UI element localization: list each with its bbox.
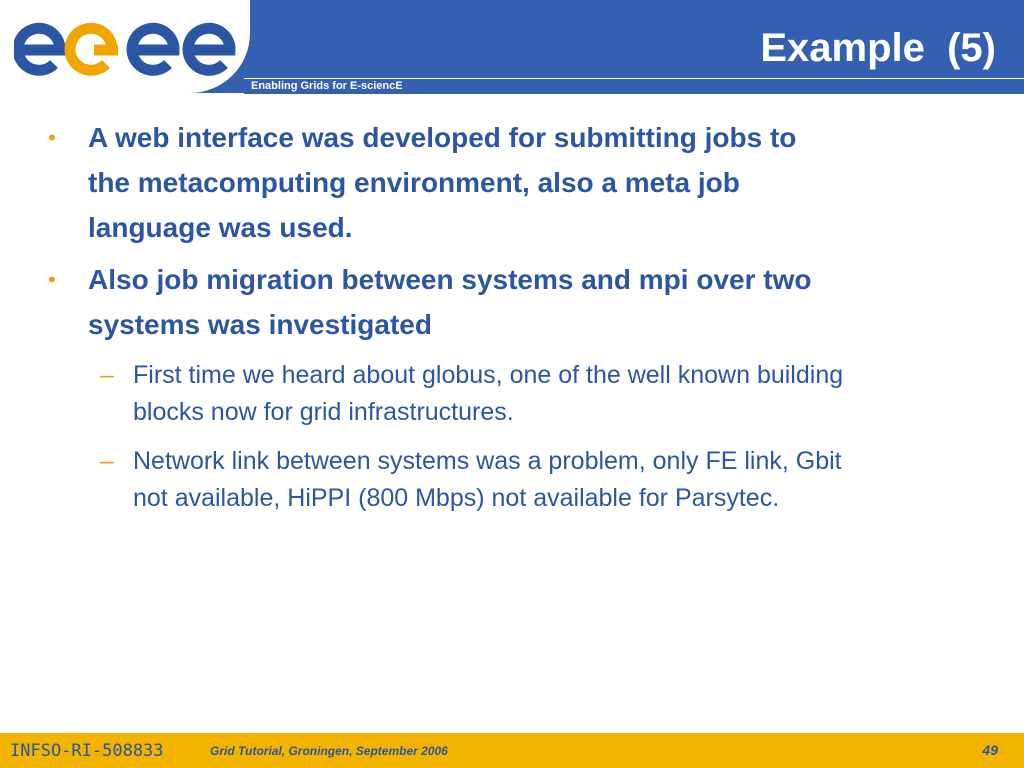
sub-bullet-item (133, 443, 993, 517)
bullet-line: Also job migration between systems and mpi over two (88, 264, 812, 295)
bullet-line: language was used. (88, 212, 353, 243)
footer-bar (0, 733, 1024, 768)
project-reference: INFSO-RI-508833 (10, 741, 164, 761)
tagline: Enabling Grids for E-sciencE (251, 80, 403, 92)
sub-bullet-line: Network link between systems was a problem, only FE link, Gbit (133, 447, 842, 475)
sub-bullet-marker: – (100, 447, 114, 475)
bullet-marker: • (48, 125, 56, 150)
sub-bullet-marker: – (100, 361, 114, 389)
bullet-item (88, 257, 988, 347)
sub-bullet-item (133, 357, 993, 431)
bullet-line: systems was investigated (88, 309, 432, 340)
page-number: 49 (982, 742, 998, 758)
bullet-item (88, 115, 988, 250)
slide-title: Example (5) (760, 26, 996, 70)
sub-bullet-line: not available, HiPPI (800 Mbps) not available for Parsytec. (133, 484, 780, 512)
bullet-line: the metacomputing environment, also a meta job (88, 167, 740, 198)
bullet-marker: • (48, 267, 56, 292)
sub-bullet-line: blocks now for grid infrastructures. (133, 398, 514, 426)
bullet-line: A web interface was developed for submitting jobs to (88, 122, 797, 153)
sub-bullet-line: First time we heard about globus, one of the well known building (133, 361, 844, 389)
event-label: Grid Tutorial, Groningen, September 2006 (210, 744, 448, 758)
